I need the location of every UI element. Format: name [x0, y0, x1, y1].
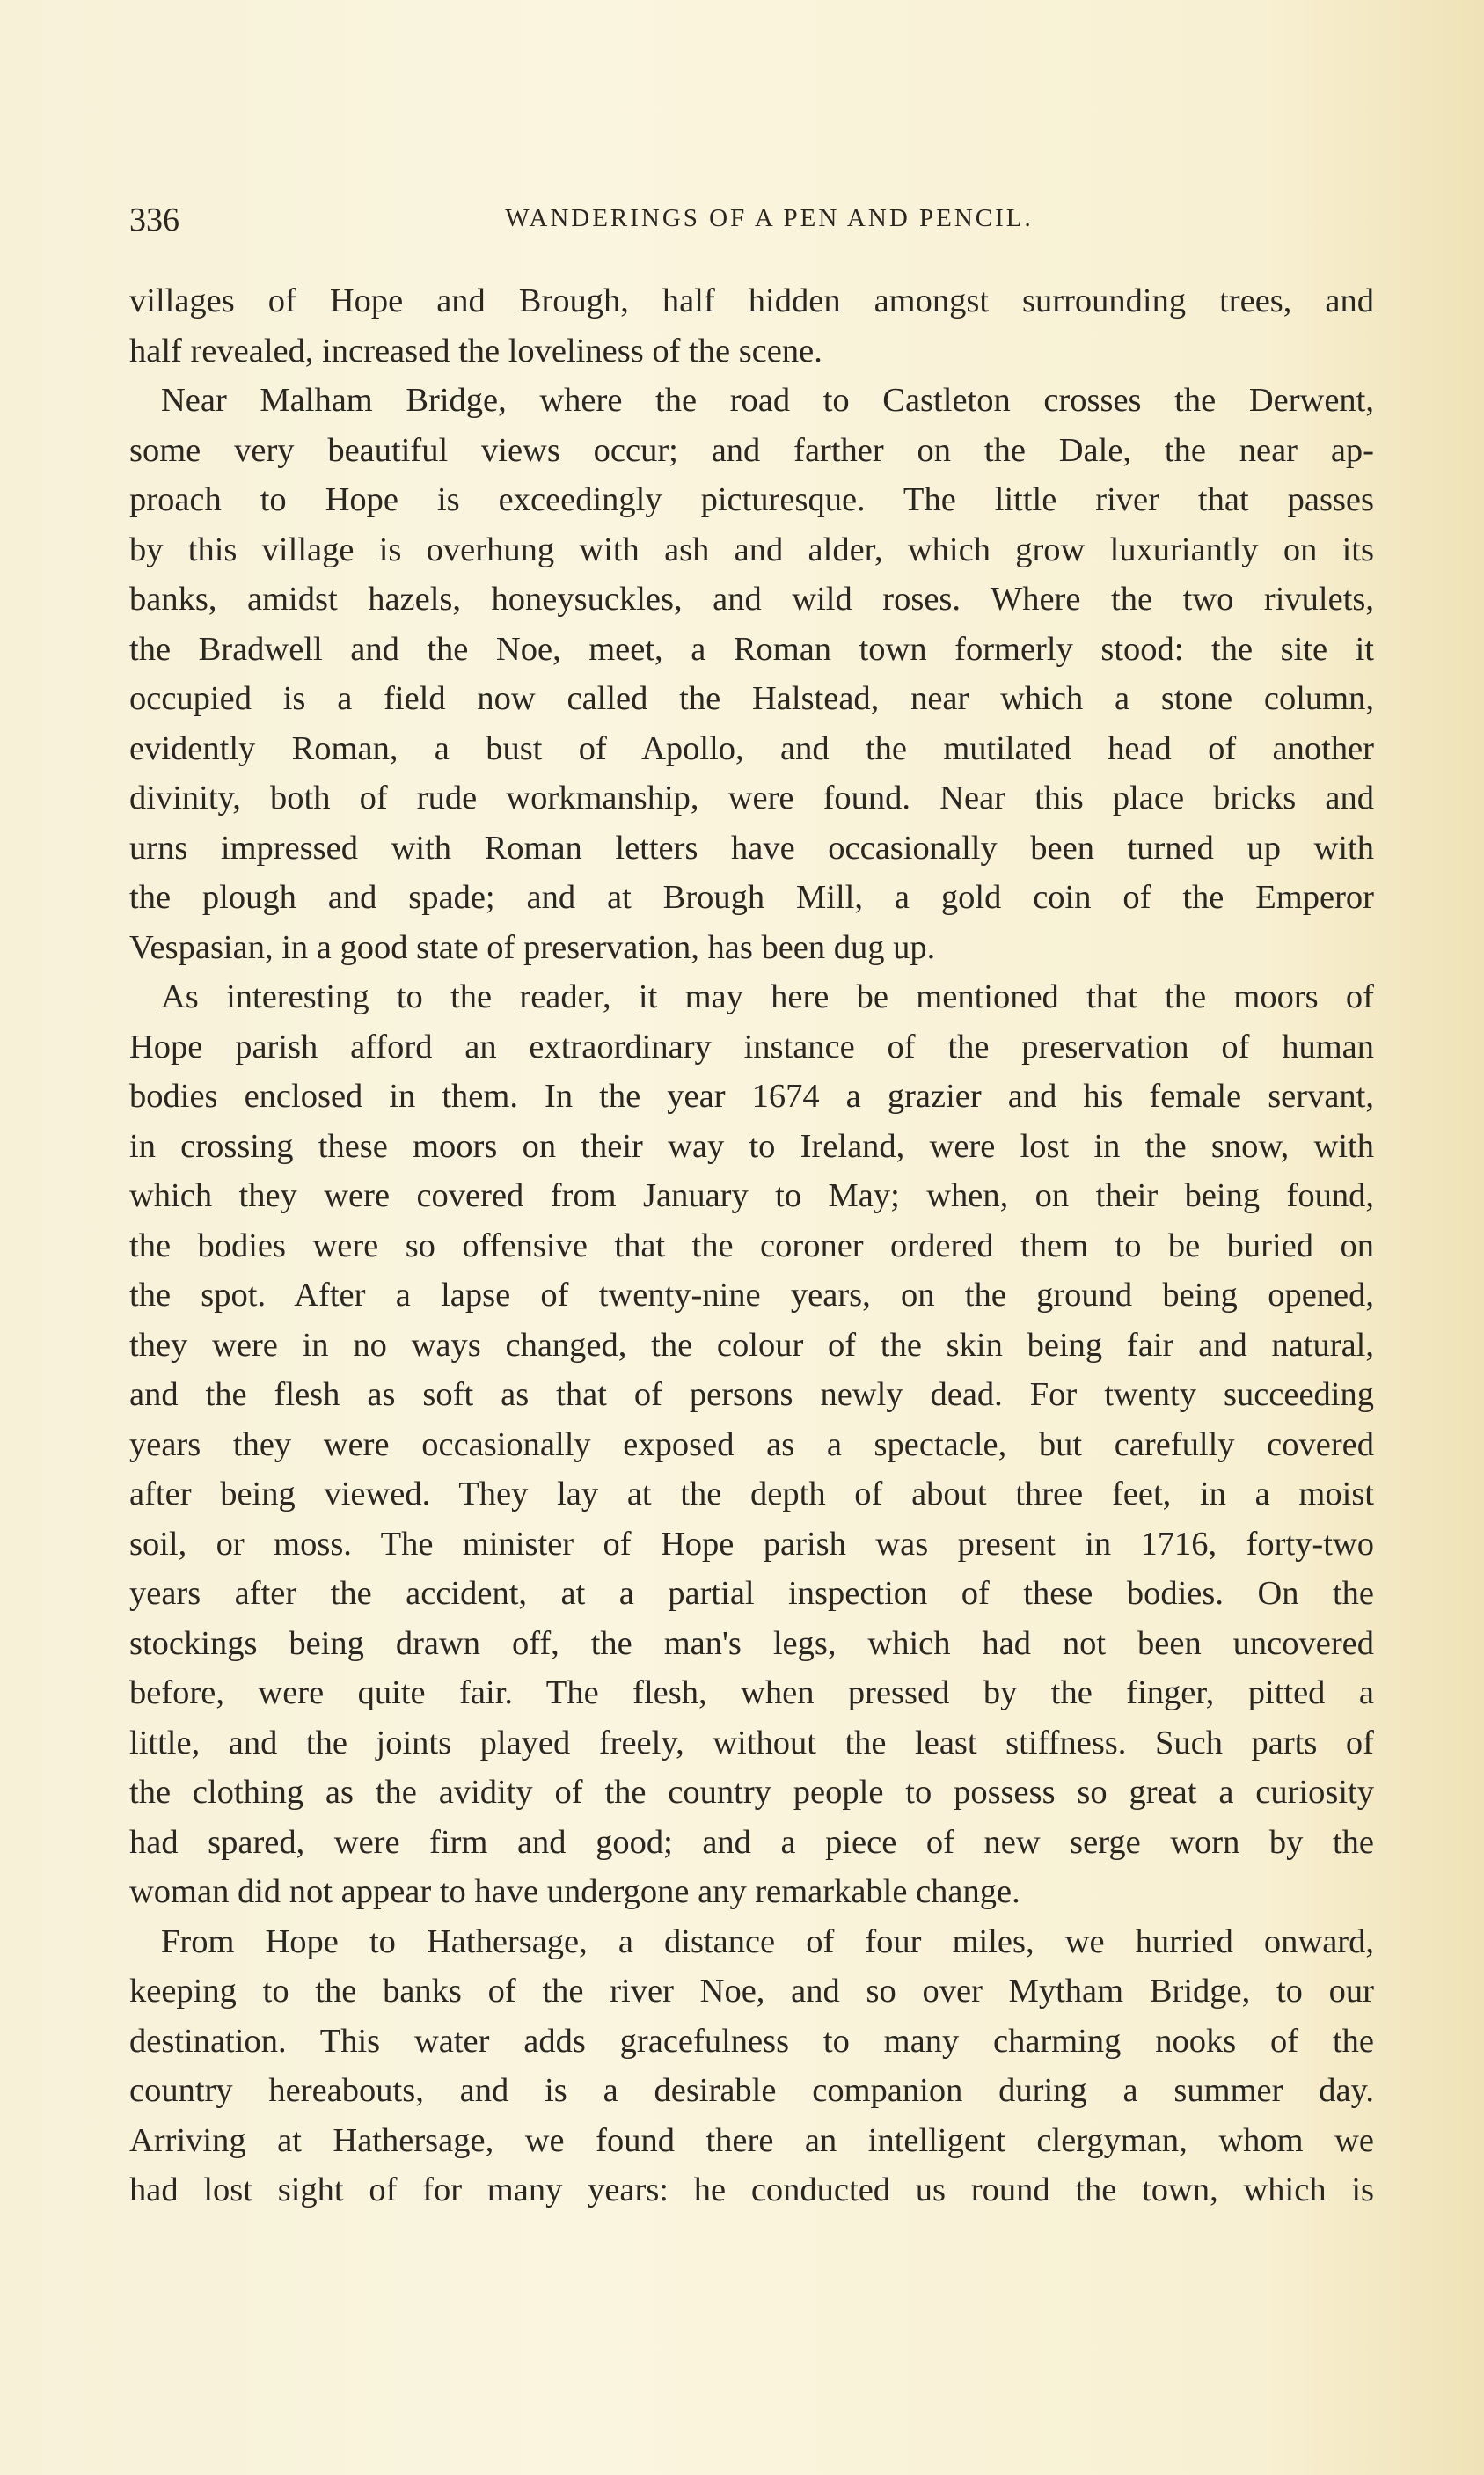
text-line: the Bradwell and the Noe, meet, a Roman town formerly stood: the site it	[129, 630, 1374, 668]
text-line: Vespasian, in a good state of preservation, has been dug up.	[129, 928, 936, 966]
text-line: they were in no ways changed, the colour of the skin being fair and natural,	[129, 1326, 1374, 1364]
text-line: in crossing these moors on their way to Ireland, were lost in the snow, with	[129, 1127, 1374, 1165]
text-line: the bodies were so offensive that the coroner ordered them to be buried on	[129, 1227, 1374, 1264]
text-line: after being viewed. They lay at the depth of about three feet, in a moist	[129, 1475, 1374, 1512]
text-line: divinity, both of rude workmanship, were found. Near this place bricks and	[129, 780, 1374, 816]
text-line: urns impressed with Roman letters have occasionally been turned up with	[129, 829, 1374, 867]
text-line: before, were quite fair. The flesh, when pressed by the finger, pitted a	[129, 1674, 1374, 1711]
body-text	[129, 276, 1374, 2215]
text-line: woman did not appear to have undergone any remarkable change.	[129, 1873, 1020, 1910]
text-line: stockings being drawn off, the man's legs, which had not been uncovered	[129, 1624, 1374, 1662]
text-line: evidently Roman, a bust of Apollo, and the mutilated head of another	[129, 729, 1374, 767]
text-line: country hereabouts, and is a desirable companion during a summer day.	[129, 2072, 1374, 2109]
text-line: some very beautiful views occur; and farther on the Dale, the near ap-	[129, 431, 1374, 469]
text-line: Arriving at Hathersage, we found there an intelligent clergyman, whom we	[129, 2121, 1374, 2159]
text-line: the spot. After a lapse of twenty-nine years, on the ground being opened,	[129, 1277, 1374, 1314]
text-line: Hope parish afford an extraordinary instance of the preservation of human	[129, 1028, 1374, 1065]
text-line: by this village is overhung with ash and alder, which grow luxuriantly on its	[129, 531, 1374, 568]
text-line: half revealed, increased the loveliness of the scene.	[129, 332, 822, 370]
text-line: occupied is a field now called the Halstead, near which a stone column,	[129, 680, 1374, 717]
text-line: banks, amidst hazels, honeysuckles, and wild roses. Where the two rivulets,	[129, 581, 1374, 618]
text-line: which they were covered from January to May; when, on their being found,	[129, 1177, 1374, 1214]
text-line: keeping to the banks of the river Noe, and so over Mytham Bridge, to our	[129, 1973, 1374, 2010]
text-line: From Hope to Hathersage, a distance of four miles, we hurried onward,	[161, 1922, 1374, 1960]
text-line: destination. This water adds gracefulness to many charming nooks of the	[129, 2022, 1374, 2060]
text-line: soil, or moss. The minister of Hope parish was present in 1716, forty-two	[129, 1525, 1374, 1563]
text-line: had lost sight of for many years: he conducted us round the town, which is	[129, 2171, 1374, 2208]
text-line: villages of Hope and Brough, half hidden amongst surrounding trees, and	[129, 282, 1374, 319]
text-line: Near Malham Bridge, where the road to Castleton crosses the Derwent,	[161, 382, 1374, 419]
text-line: the clothing as the avidity of the country people to possess so great a curiosity	[129, 1774, 1374, 1811]
text-line: and the flesh as soft as that of persons newly dead. For twenty succeeding	[129, 1376, 1374, 1413]
running-title: WANDERINGS OF A PEN AND PENCIL.	[505, 204, 1034, 232]
text-line: had spared, were firm and good; and a piece of new serge worn by the	[129, 1823, 1374, 1861]
text-line: years they were occasionally exposed as a spectacle, but carefully covered	[129, 1425, 1374, 1463]
text-line: the plough and spade; and at Brough Mill, a gold coin of the Emperor	[129, 879, 1374, 916]
text-line: bodies enclosed in them. In the year 1674 a grazier and his female servant,	[129, 1078, 1374, 1115]
text-line: As interesting to the reader, it may here be mentioned that the moors of	[161, 978, 1374, 1015]
text-line: proach to Hope is exceedingly picturesque. The little river that passes	[129, 481, 1374, 518]
text-line: years after the accident, at a partial inspection of these bodies. On the	[129, 1575, 1374, 1612]
page-number: 336	[129, 201, 179, 238]
text-line: little, and the joints played freely, without the least stiffness. Such parts of	[129, 1724, 1374, 1761]
running-header	[129, 201, 1374, 245]
